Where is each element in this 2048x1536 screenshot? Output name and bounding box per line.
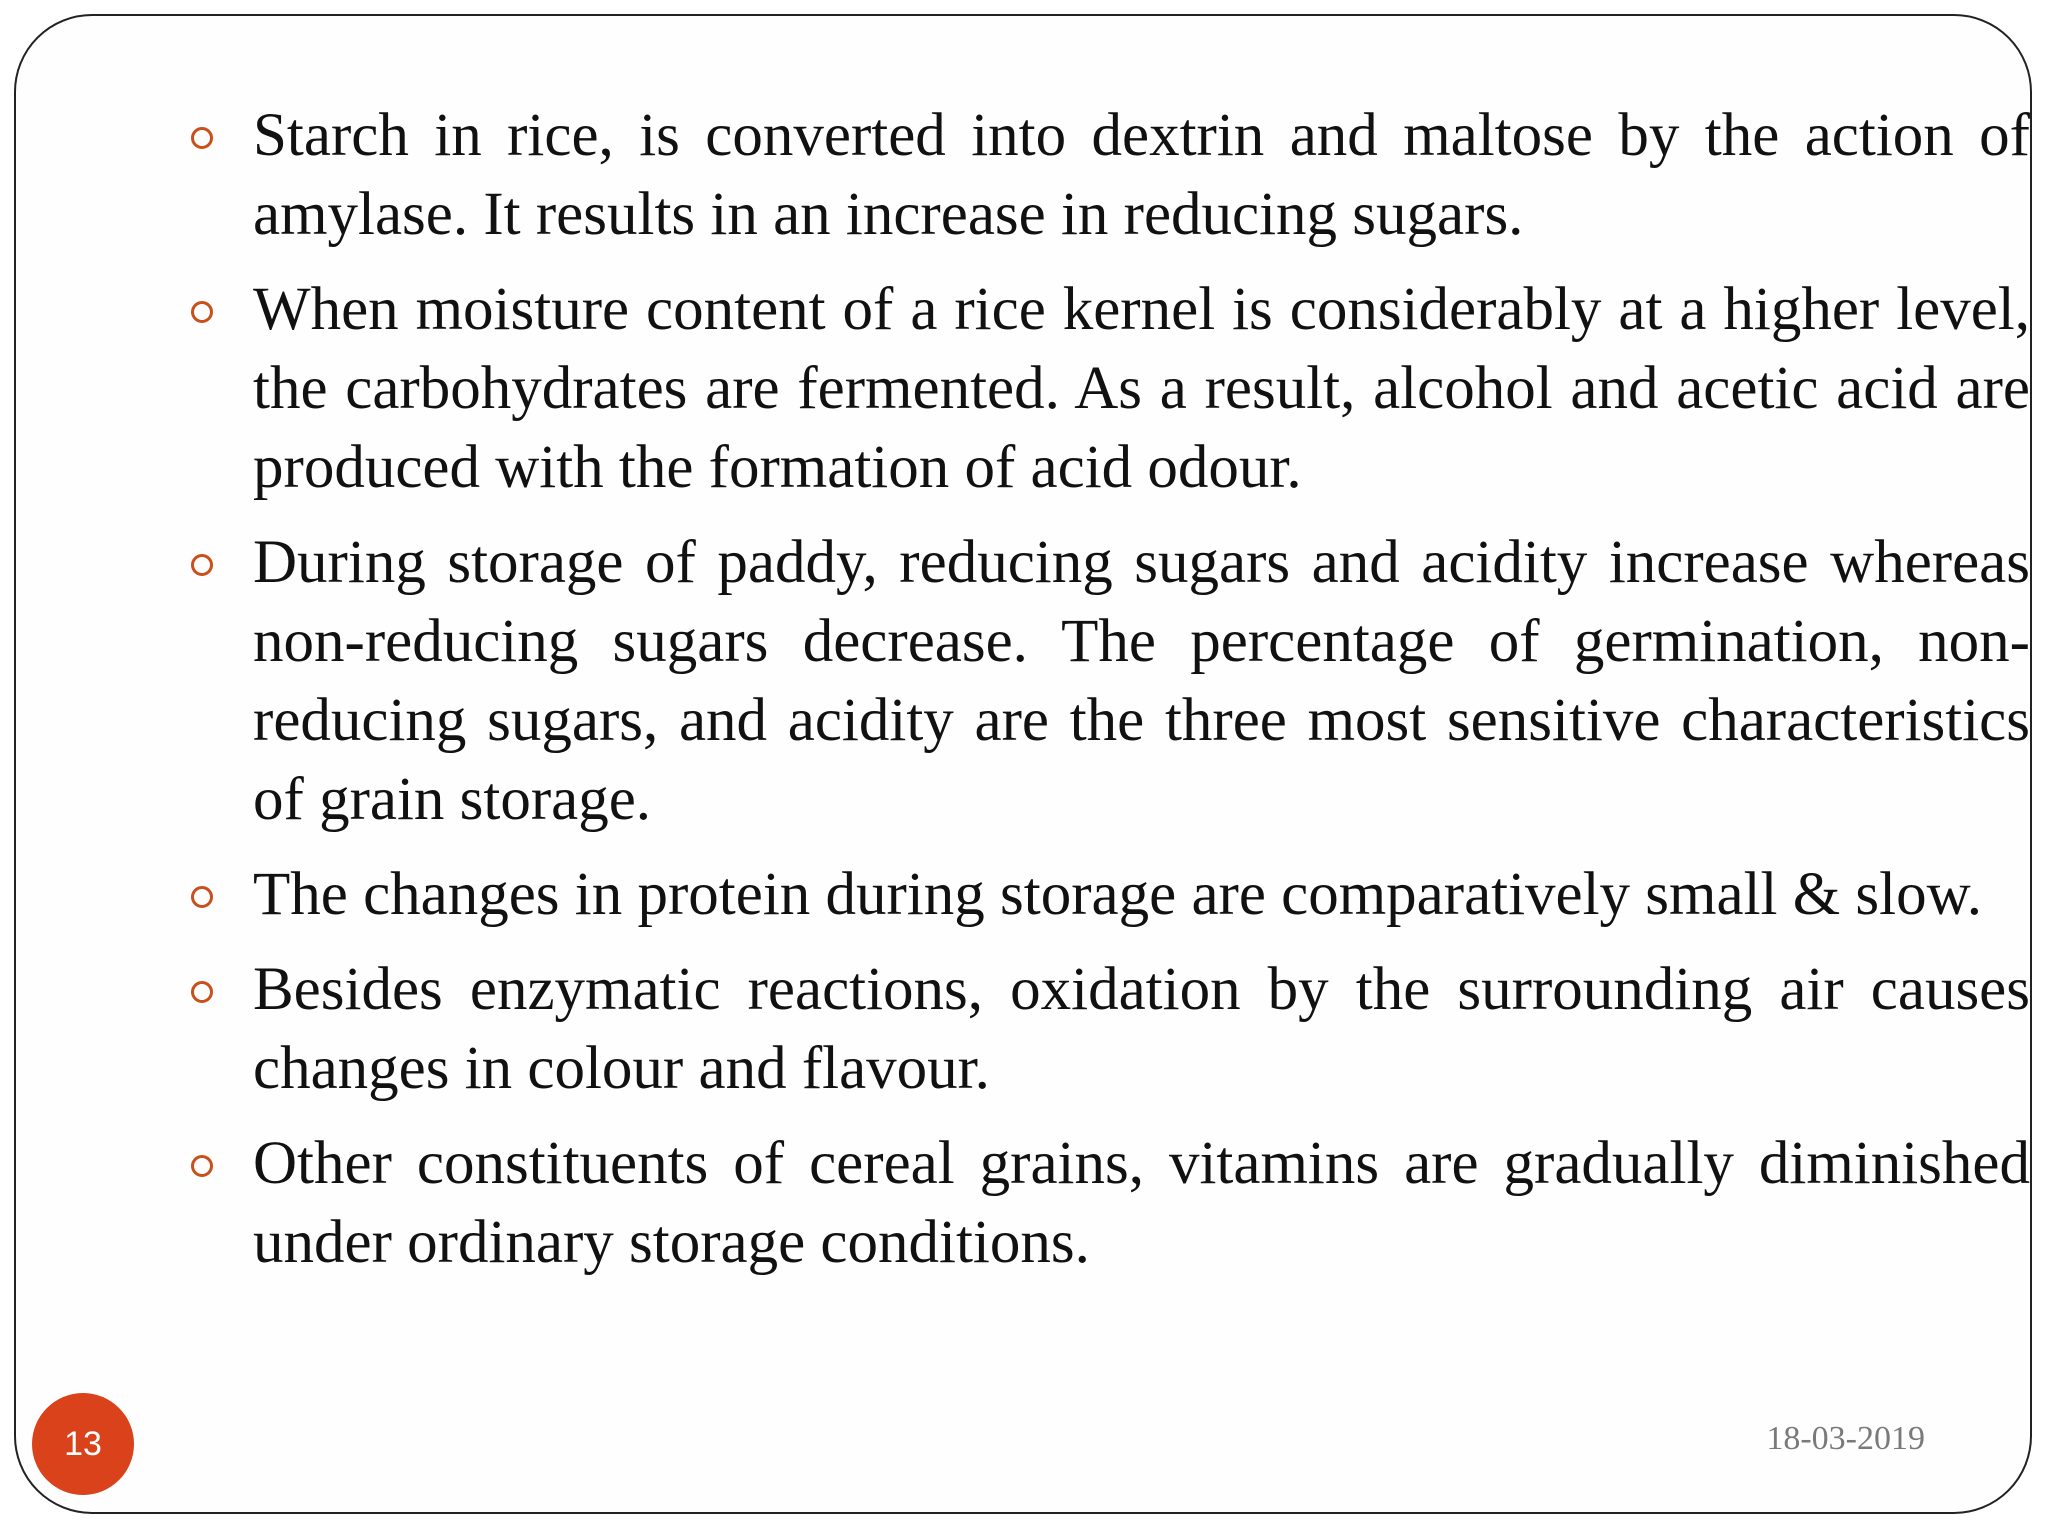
hollow-circle-bullet-icon <box>191 127 213 149</box>
bullet-list <box>185 96 2030 1282</box>
bullet-item <box>185 96 2030 254</box>
bullet-item <box>185 523 2030 839</box>
bullet-text: The changes in protein during storage are comparatively small & slow. <box>253 861 1982 928</box>
hollow-circle-bullet-icon <box>191 301 213 323</box>
bullet-text: Other constituents of cereal grains, vitamins are gradually diminished under ordinary storage conditions. <box>253 1130 2030 1276</box>
bullet-text: During storage of paddy, reducing sugars and acidity increase whereas non-reducing sugars decrease. The percentage of germination, non-reducing sugars, and acidity are the three most sensitive characteristics of grain storage. <box>253 529 2030 833</box>
bullet-item <box>185 1124 2030 1282</box>
bullet-text: Besides enzymatic reactions, oxidation by the surrounding air causes changes in colour and flavour. <box>253 956 2030 1102</box>
hollow-circle-bullet-icon <box>191 981 213 1003</box>
bullet-text: When moisture content of a rice kernel is considerably at a higher level, the carbohydrates are fermented. As a result, alcohol and acetic acid are produced with the formation of acid odour. <box>253 276 2030 501</box>
bullet-item <box>185 950 2030 1108</box>
hollow-circle-bullet-icon <box>191 1155 213 1177</box>
slide-content <box>185 96 2030 1298</box>
page-number-badge: 13 <box>32 1393 134 1495</box>
bullet-text: Starch in rice, is converted into dextrin and maltose by the action of amylase. It results in an increase in reducing sugars. <box>253 102 2030 248</box>
hollow-circle-bullet-icon <box>191 554 213 576</box>
slide-date: 18-03-2019 <box>1766 1420 1925 1457</box>
bullet-item <box>185 270 2030 507</box>
hollow-circle-bullet-icon <box>191 886 213 908</box>
bullet-item <box>185 855 2030 934</box>
